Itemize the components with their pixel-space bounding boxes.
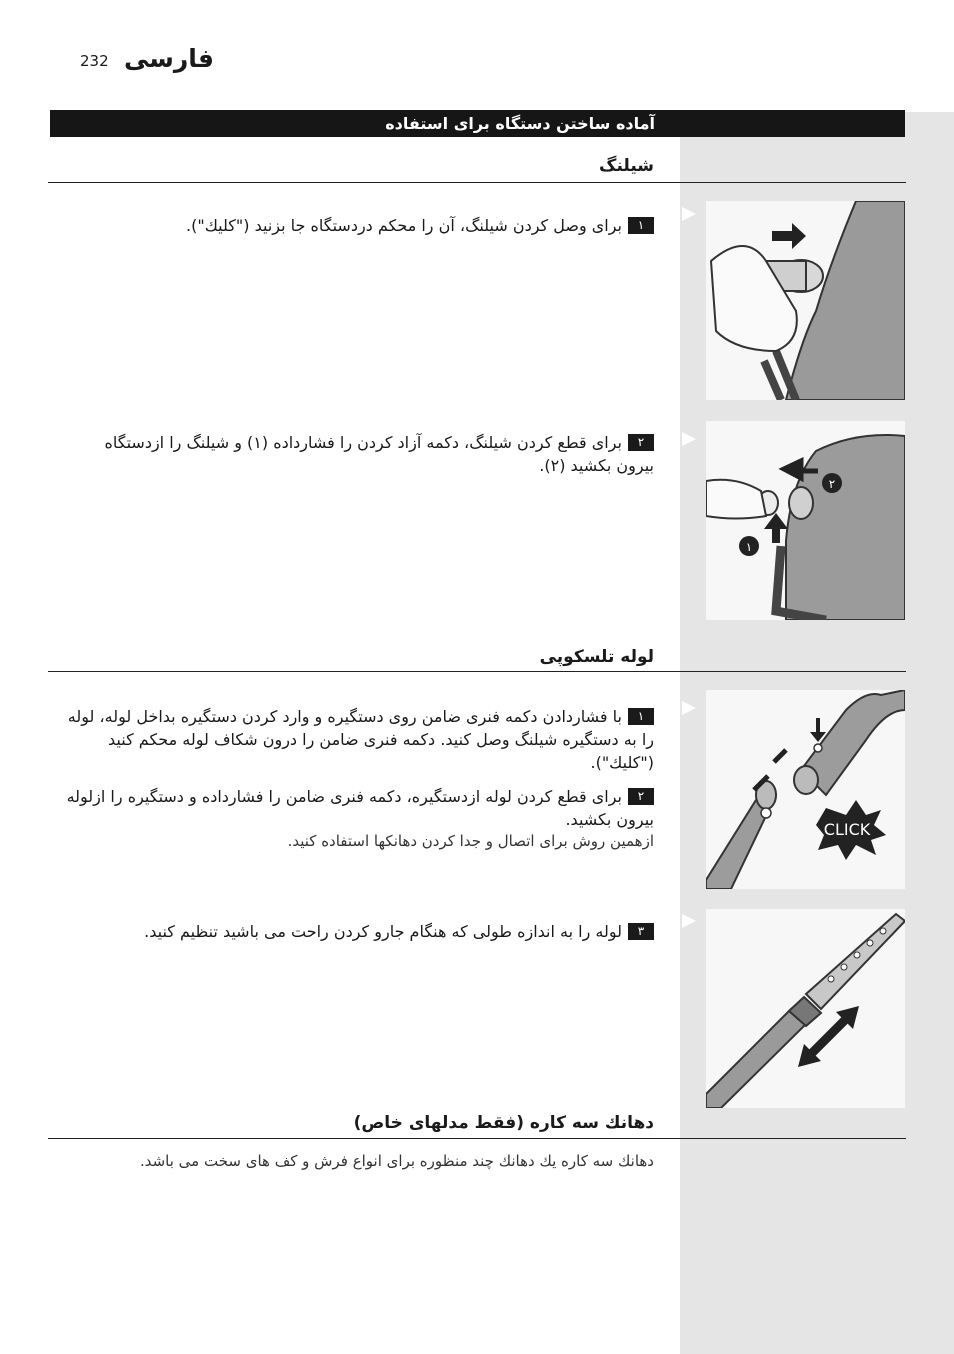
step-text: برای وصل كردن شیلنگ، آن را محكم دردستگاه جا بزنيد ("كليك"). — [186, 216, 622, 235]
step-hose-2 — [64, 431, 654, 477]
section-title-nozzle: دهانك سه كاره (فقط مدلهای خاص) — [353, 1113, 654, 1133]
section-title-hose: شیلنگ — [599, 156, 654, 176]
step-hose-1 — [94, 214, 654, 237]
click-label: CLICK — [823, 820, 871, 839]
step-text: برای قطع كردن شیلنگ، دكمه آزاد كردن را فشارداده (۱) و شیلنگ را ازدستگاه بیرون بكشيد (۲). — [104, 433, 654, 475]
figure-tube-connect — [706, 690, 905, 889]
step-tube-2 — [59, 785, 654, 831]
step-number: ۳ — [628, 923, 654, 940]
step-number: ۱ — [628, 708, 654, 725]
figure-hose-disconnect — [706, 421, 905, 620]
section-divider — [48, 1138, 906, 1139]
figure-label-2: ۲ — [828, 477, 836, 491]
section-title-tube: لوله تلسکوپی — [539, 647, 654, 667]
pointer-arrow — [682, 432, 696, 446]
nozzle-description: دهانك سه كاره يك دهانك چند منظوره برای انواع فرش و كف های سخت می باشد. — [139, 1152, 654, 1170]
chapter-title: آماده ساختن دستگاه برای استفاده — [385, 114, 655, 133]
step-text: با فشاردادن دكمه فنری ضامن روی دستگیره و وارد كردن دستگیره بداخل لوله، لوله را به دستگیره شیلنگ وصل كنيد. دكمه فنری ضامن را درون شكاف لوله محكم كنيد ("كليك"). — [67, 707, 654, 772]
pointer-arrow — [682, 914, 696, 928]
step-text: برای قطع كردن لوله ازدستگیره، دكمه فنری ضامن را فشارداده و دستگیره را ازلوله بیرون بكشيد. — [66, 787, 654, 829]
figure-tube-adjust — [706, 909, 905, 1108]
step-note: ازهمين روش برای اتصال و جدا كردن دهانكها استفاده كنيد. — [287, 832, 654, 850]
chapter-title-bar — [50, 110, 905, 137]
section-divider — [48, 671, 906, 672]
figure-label-1: ۱ — [745, 540, 753, 554]
step-text: لوله را به اندازه طولی كه هنگام جارو كردن راحت می باشيد تنظيم كنيد. — [144, 922, 622, 941]
section-divider — [48, 182, 906, 183]
pointer-arrow — [682, 701, 696, 715]
language-heading: فارسی — [124, 44, 215, 73]
figure-hose-connect — [706, 201, 905, 400]
step-number: ۲ — [628, 434, 654, 451]
step-tube-1 — [59, 705, 654, 774]
page-number: 232 — [80, 52, 109, 70]
pointer-arrow — [682, 207, 696, 221]
step-number: ۲ — [628, 788, 654, 805]
step-number: ۱ — [628, 217, 654, 234]
step-tube-3 — [94, 920, 654, 943]
